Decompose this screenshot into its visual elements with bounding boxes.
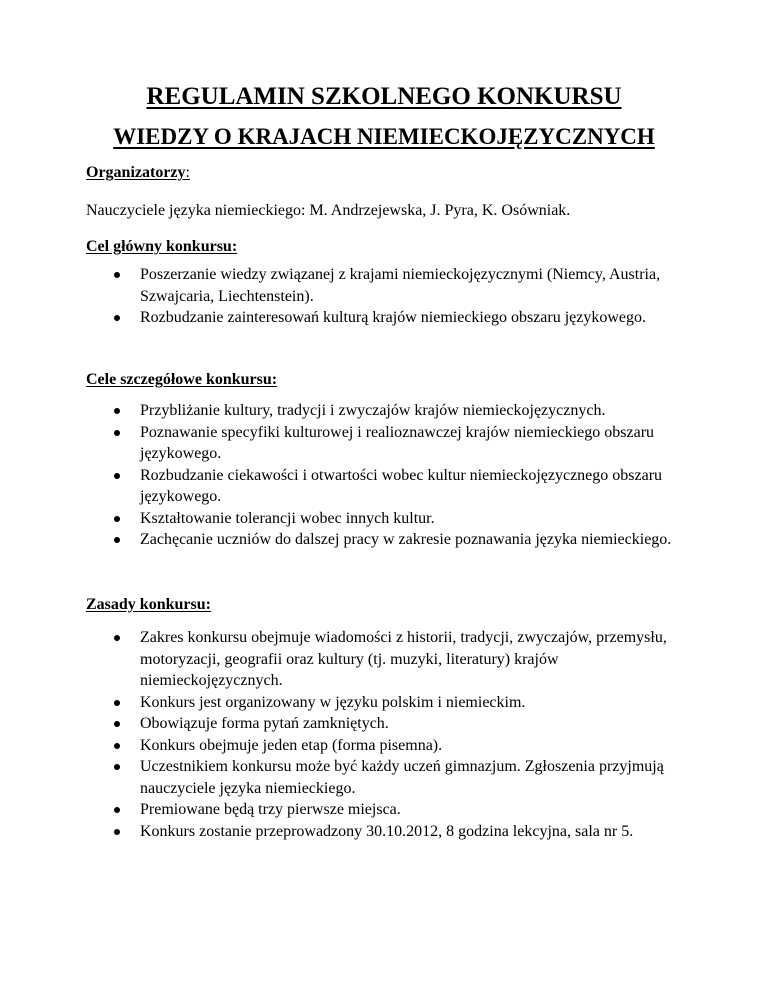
list-item-text: Obowiązuje forma pytań zamkniętych. (140, 715, 389, 732)
list-item (0, 508, 680, 530)
bullet-icon (114, 807, 120, 813)
main-goal-heading: Cel główny konkursu: (86, 238, 238, 255)
list-item-text: Przybliżanie kultury, tradycji i zwyczajów krajów niemieckojęzycznych. (140, 402, 606, 419)
list-item (0, 799, 680, 821)
rules-list (0, 627, 768, 842)
list-item-text: Uczestnikiem konkursu może być każdy uczeń gimnazjum. Zgłoszenia przyjmują nauczyciele języka niemieckiego. (140, 758, 664, 797)
list-item (0, 529, 680, 551)
list-item-text: Zakres konkursu obejmuje wiadomości z historii, tradycji, zwyczajów, przemysłu, motoryzacji, geografii oraz kultury (tj. muzyki, literatury) krajów niemieckojęzycznych. (140, 629, 667, 689)
bullet-icon (114, 635, 120, 641)
list-item (0, 821, 680, 843)
document-subtitle: WIEDZY O KRAJACH NIEMIECKOJĘZYCZNYCH (113, 124, 655, 149)
bullet-icon (114, 700, 120, 706)
list-item (0, 713, 680, 735)
detailed-goals-list (0, 400, 768, 551)
list-item-text: Poznawanie specyfiki kulturowej i realioznawczej krajów niemieckiego obszaru językowego. (140, 423, 655, 462)
bullet-icon (114, 537, 120, 543)
organizers-heading (86, 164, 190, 182)
bullet-icon (114, 315, 120, 321)
organizers-heading-colon: : (185, 164, 190, 181)
document-title: REGULAMIN SZKOLNEGO KONKURSU (146, 83, 622, 110)
list-item-text: Rozbudzanie ciekawości i otwartości wobec kultur niemieckojęzycznego obszaru językowego. (140, 466, 663, 505)
list-item-text: Kształtowanie tolerancji wobec innych kultur. (140, 509, 435, 527)
list-item (0, 264, 680, 307)
main-goal-list (0, 264, 768, 329)
detailed-goals-heading: Cele szczegółowe konkursu: (86, 371, 278, 388)
bullet-icon (114, 272, 120, 278)
rules-heading: Zasady konkursu: (86, 596, 211, 613)
bullet-icon (114, 473, 120, 479)
list-item-text: Premiowane będą trzy pierwsze miejsca. (140, 801, 401, 818)
list-item-text: Konkurs jest organizowany w języku polskim i niemieckim. (140, 693, 526, 711)
list-item (0, 465, 680, 508)
organizers-text: Nauczyciele języka niemieckiego: M. Andrzejewska, J. Pyra, K. Osówniak. (86, 202, 571, 219)
list-item-text: Zachęcanie uczniów do dalszej pracy w zakresie poznawania języka niemieckiego. (140, 531, 672, 548)
list-item (0, 692, 680, 714)
list-item (0, 627, 680, 692)
list-item (0, 422, 680, 465)
list-item (0, 400, 680, 422)
bullet-icon (114, 408, 120, 414)
list-item-text: Konkurs zostanie przeprowadzony 30.10.2012, 8 godzina lekcyjna, sala nr 5. (140, 822, 634, 840)
bullet-icon (114, 516, 120, 522)
bullet-icon (114, 743, 120, 749)
list-item-text: Konkurs obejmuje jeden etap (forma pisemna). (140, 736, 443, 754)
bullet-icon (114, 430, 120, 436)
organizers-heading-label: Organizatorzy (86, 164, 186, 181)
list-item (0, 307, 680, 329)
bullet-icon (114, 764, 120, 770)
list-item (0, 735, 680, 757)
bullet-icon (114, 721, 120, 727)
list-item (0, 756, 680, 799)
bullet-icon (114, 829, 120, 835)
list-item-text: Poszerzanie wiedzy związanej z krajami niemieckojęzycznymi (Niemcy, Austria, Szwajcaria, Liechtenstein). (140, 266, 661, 305)
list-item-text: Rozbudzanie zainteresowań kulturą krajów niemieckiego obszaru językowego. (140, 309, 647, 326)
